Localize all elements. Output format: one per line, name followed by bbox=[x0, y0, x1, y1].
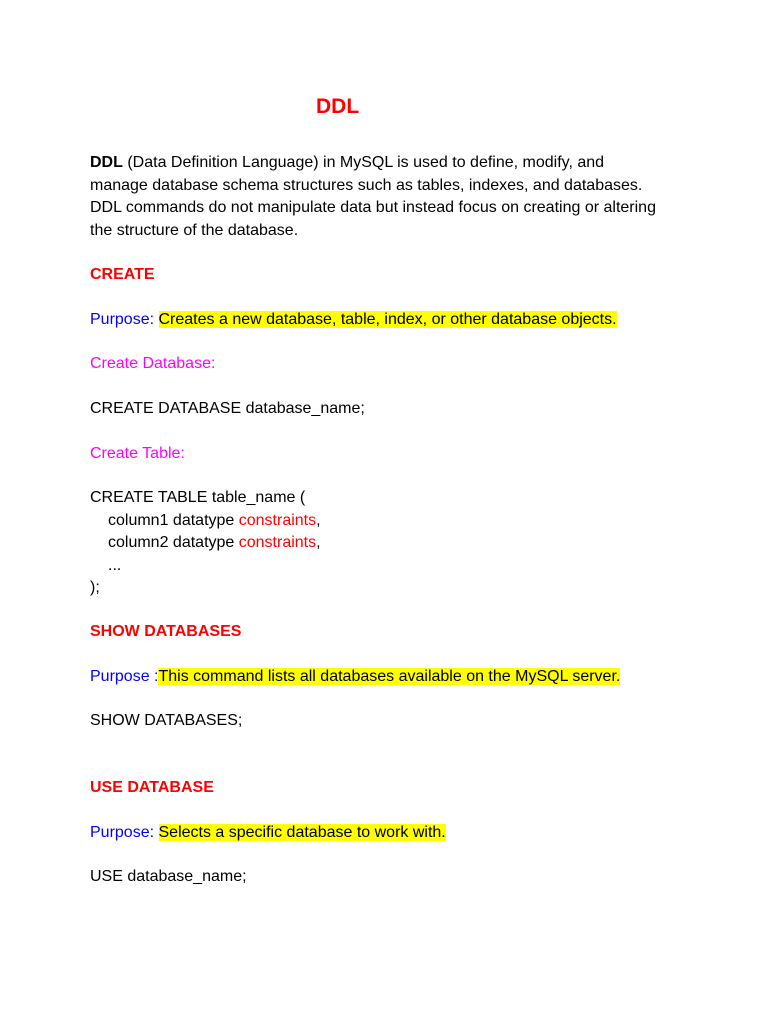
intro-line-3: DDL commands do not manipulate data but instead focus on creating or altering bbox=[90, 199, 656, 216]
show-databases-purpose-label: Purpose : bbox=[90, 668, 159, 685]
intro-term: DDL bbox=[90, 154, 123, 171]
create-table-close: ); bbox=[90, 579, 100, 596]
create-database-label: Create Database: bbox=[90, 355, 216, 372]
create-table-column-1 bbox=[108, 510, 321, 533]
column2-text: column2 datatype bbox=[108, 534, 239, 551]
column2-constraints: constraints bbox=[238, 534, 317, 551]
intro-line-4: the structure of the database. bbox=[90, 222, 299, 239]
column1-comma: , bbox=[316, 512, 321, 529]
use-database-purpose bbox=[90, 822, 446, 845]
use-database-purpose-label: Purpose: bbox=[90, 824, 155, 841]
create-heading: CREATE bbox=[90, 266, 155, 283]
create-purpose bbox=[90, 309, 617, 332]
page-title: DDL bbox=[316, 95, 360, 118]
intro-line-1-text: (Data Definition Language) in MySQL is used to define, modify, and bbox=[122, 154, 605, 171]
create-table-label: Create Table: bbox=[90, 445, 185, 462]
create-table-column-2 bbox=[108, 532, 321, 555]
create-table-ellipsis: ... bbox=[108, 557, 122, 574]
intro-line-2: manage database schema structures such as tables, indexes, and databases. bbox=[90, 177, 643, 194]
column1-constraints: constraints bbox=[238, 512, 317, 529]
create-table-line-1: CREATE TABLE table_name ( bbox=[90, 489, 306, 506]
column1-text: column1 datatype bbox=[108, 512, 239, 529]
show-databases-purpose-text: This command lists all databases available on the MySQL server. bbox=[158, 668, 621, 685]
use-database-heading: USE DATABASE bbox=[90, 779, 214, 796]
column2-comma: , bbox=[316, 534, 321, 551]
show-databases-heading: SHOW DATABASES bbox=[90, 623, 242, 640]
show-databases-command: SHOW DATABASES; bbox=[90, 712, 243, 729]
intro-line-1 bbox=[90, 152, 604, 175]
create-purpose-label: Purpose: bbox=[90, 311, 155, 328]
show-databases-purpose bbox=[90, 666, 620, 689]
create-purpose-text: Creates a new database, table, index, or other database objects. bbox=[158, 311, 617, 328]
use-database-command: USE database_name; bbox=[90, 868, 247, 885]
use-database-purpose-text: Selects a specific database to work with. bbox=[158, 824, 446, 841]
create-database-command: CREATE DATABASE database_name; bbox=[90, 400, 365, 417]
